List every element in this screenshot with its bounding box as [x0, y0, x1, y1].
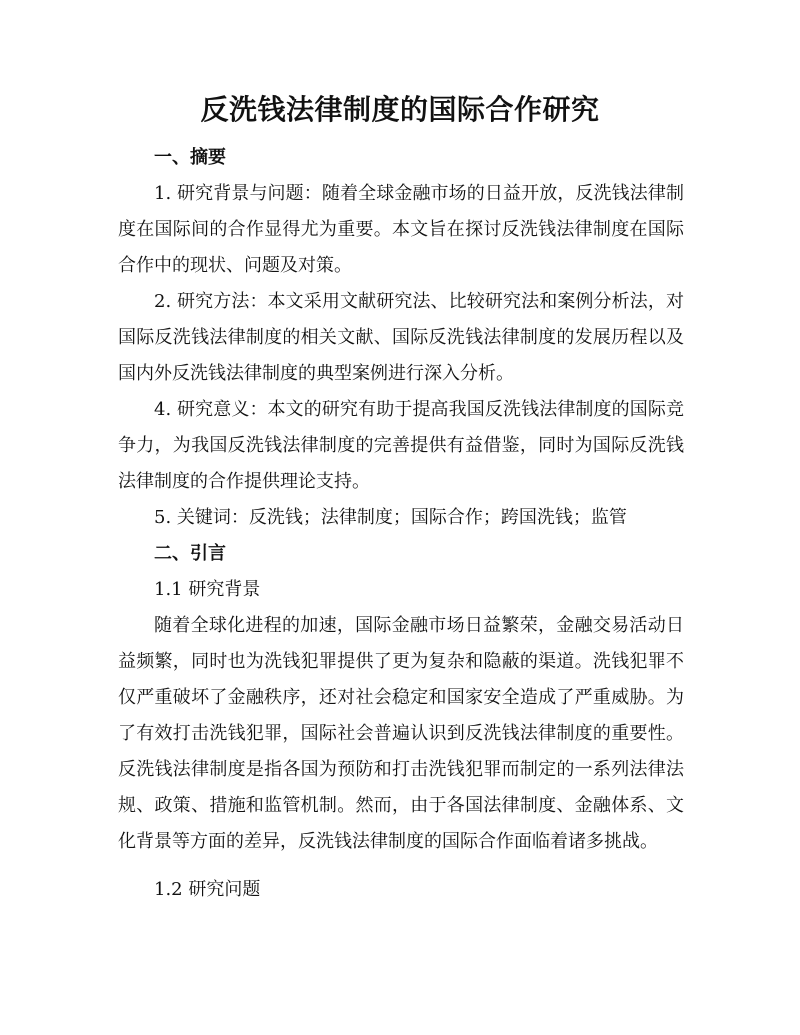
paragraph-spacer	[118, 860, 684, 872]
abstract-item-method: 2. 研究方法：本文采用文献研究法、比较研究法和案例分析法，对国际反洗钱法律制度的相关文献、国际反洗钱法律制度的发展历程以及国内外反洗钱法律制度的典型案例进行深入分析。	[118, 291, 684, 384]
abstract-item-background: 1. 研究背景与问题：随着全球金融市场的日益开放，反洗钱法律制度在国际间的合作显得尤为重要。本文旨在探讨反洗钱法律制度在国际合作中的现状、问题及对策。	[118, 183, 684, 276]
subsection-heading-questions: 1.2 研究问题	[154, 879, 261, 900]
abstract-item-keywords: 5. 关键词：反洗钱；法律制度；国际合作；跨国洗钱；监管	[154, 507, 627, 528]
document-body	[118, 140, 684, 908]
abstract-item-significance: 4. 研究意义：本文的研究有助于提高我国反洗钱法律制度的国际竞争力，为我国反洗钱法律制度的完善提供有益借鉴，同时为国际反洗钱法律制度的合作提供理论支持。	[118, 399, 684, 492]
background-paragraph: 随着全球化进程的加速，国际金融市场日益繁荣，金融交易活动日益频繁，同时也为洗钱犯罪提供了更为复杂和隐蔽的渠道。洗钱犯罪不仅严重破坏了金融秩序，还对社会稳定和国家安全造成了严重威胁。为了有效打击洗钱犯罪，国际社会普遍认识到反洗钱法律制度的重要性。反洗钱法律制度是指各国为预防和打击洗钱犯罪而制定的一系列法律法规、政策、措施和监管机制。然而，由于各国法律制度、金融体系、文化背景等方面的差异，反洗钱法律制度的国际合作面临着诸多挑战。	[118, 615, 684, 852]
intro-heading: 二、引言	[154, 543, 226, 564]
abstract-heading: 一、摘要	[154, 147, 226, 168]
document-title: 反洗钱法律制度的国际合作研究	[200, 93, 600, 126]
subsection-heading-background: 1.1 研究背景	[154, 579, 261, 600]
